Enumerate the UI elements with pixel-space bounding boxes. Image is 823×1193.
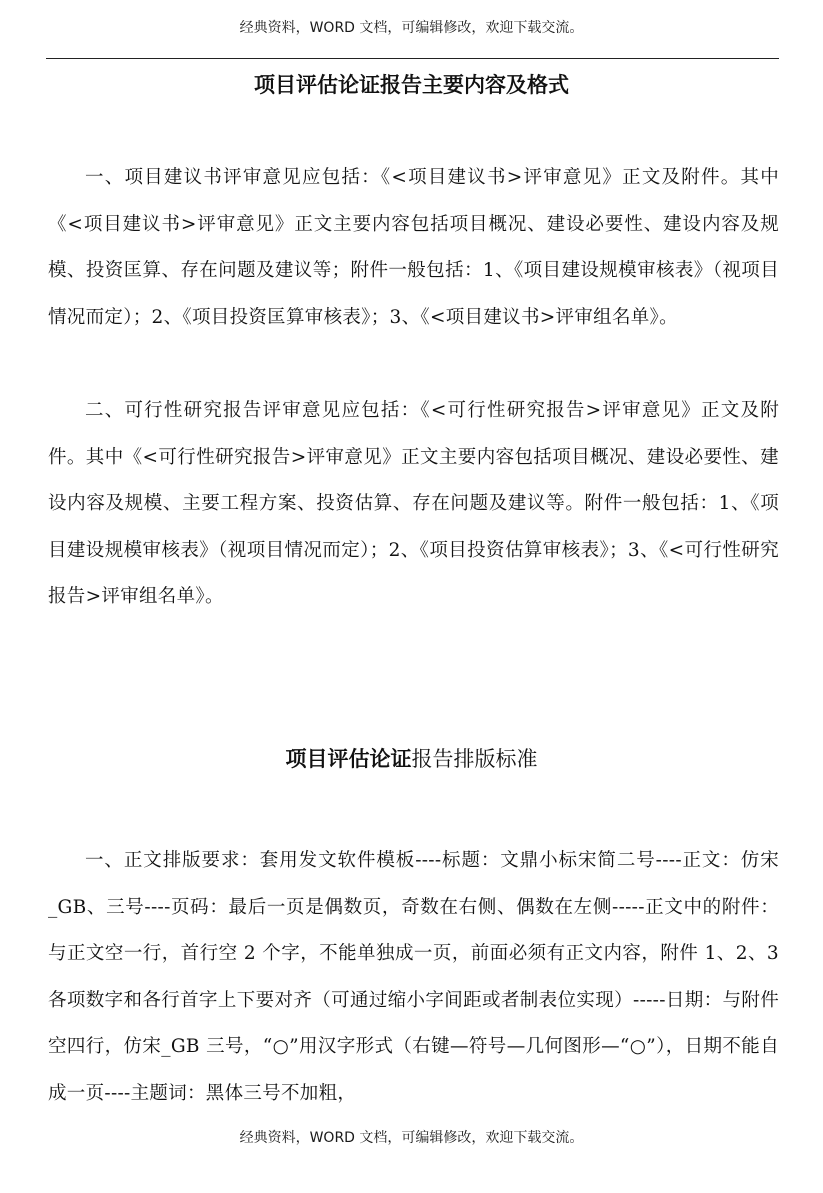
section-1-paragraph-1: 一、项目建议书评审意见应包括：《<项目建议书>评审意见》正文及附件。其中《<项目建议书>评审意见》正文主要内容包括项目概况、建设必要性、建设内容及规模、投资匡算、存在问题及建议等；附件一般包括：1、《项目建设规模审核表》（视项目情况而定）；2、《项目投资匡算审核表》；3、《<项目建议书>评审组名单》。 — [48, 167, 779, 328]
page-header: 经典资料，WORD 文档，可编辑修改，欢迎下载交流。 — [239, 20, 584, 36]
header-divider — [46, 58, 779, 59]
section-1-paragraph-2: 二、可行性研究报告评审意见应包括：《<可行性研究报告>评审意见》正文及附件。其中《<可行性研究报告>评审意见》正文主要内容包括项目概况、建设必要性、建设内容及规模、主要工程方案、投资估算、存在问题及建议等。附件一般包括：1、《项目建设规模审核表》（视项目情况而定）；2、《项目投资估算审核表》；3、《<可行性研究报告>评审组名单》。 — [48, 400, 779, 608]
section-2-title — [0, 744, 823, 774]
page-footer: 经典资料，WORD 文档，可编辑修改，欢迎下载交流。 — [239, 1130, 584, 1146]
section-2-title-bold: 项目评估论证 — [285, 747, 412, 771]
section-2-title-rest: 报告排版标准 — [411, 747, 538, 771]
section-1-title: 项目评估论证报告主要内容及格式 — [254, 73, 569, 97]
section-2-paragraph-1: 一、正文排版要求：套用发文软件模板----标题：文鼎小标宋简二号----正文：仿宋_GB、三号----页码：最后一页是偶数页，奇数在右侧、偶数在左侧-----正文中的附件：与正文空一行，首行空 2 个字，不能单独成一页，前面必须有正文内容，附件 1、2、3 各项数字和各行首字上下要对齐（可通过缩小字间距或者制表位实现）-----日期：与附件空四行，仿宋_GB 三号，“○”用汉字形式（右键—符号—几何图形—“○”），日期不能自成一页----主题词：黑体三号不加粗， — [48, 850, 779, 1104]
